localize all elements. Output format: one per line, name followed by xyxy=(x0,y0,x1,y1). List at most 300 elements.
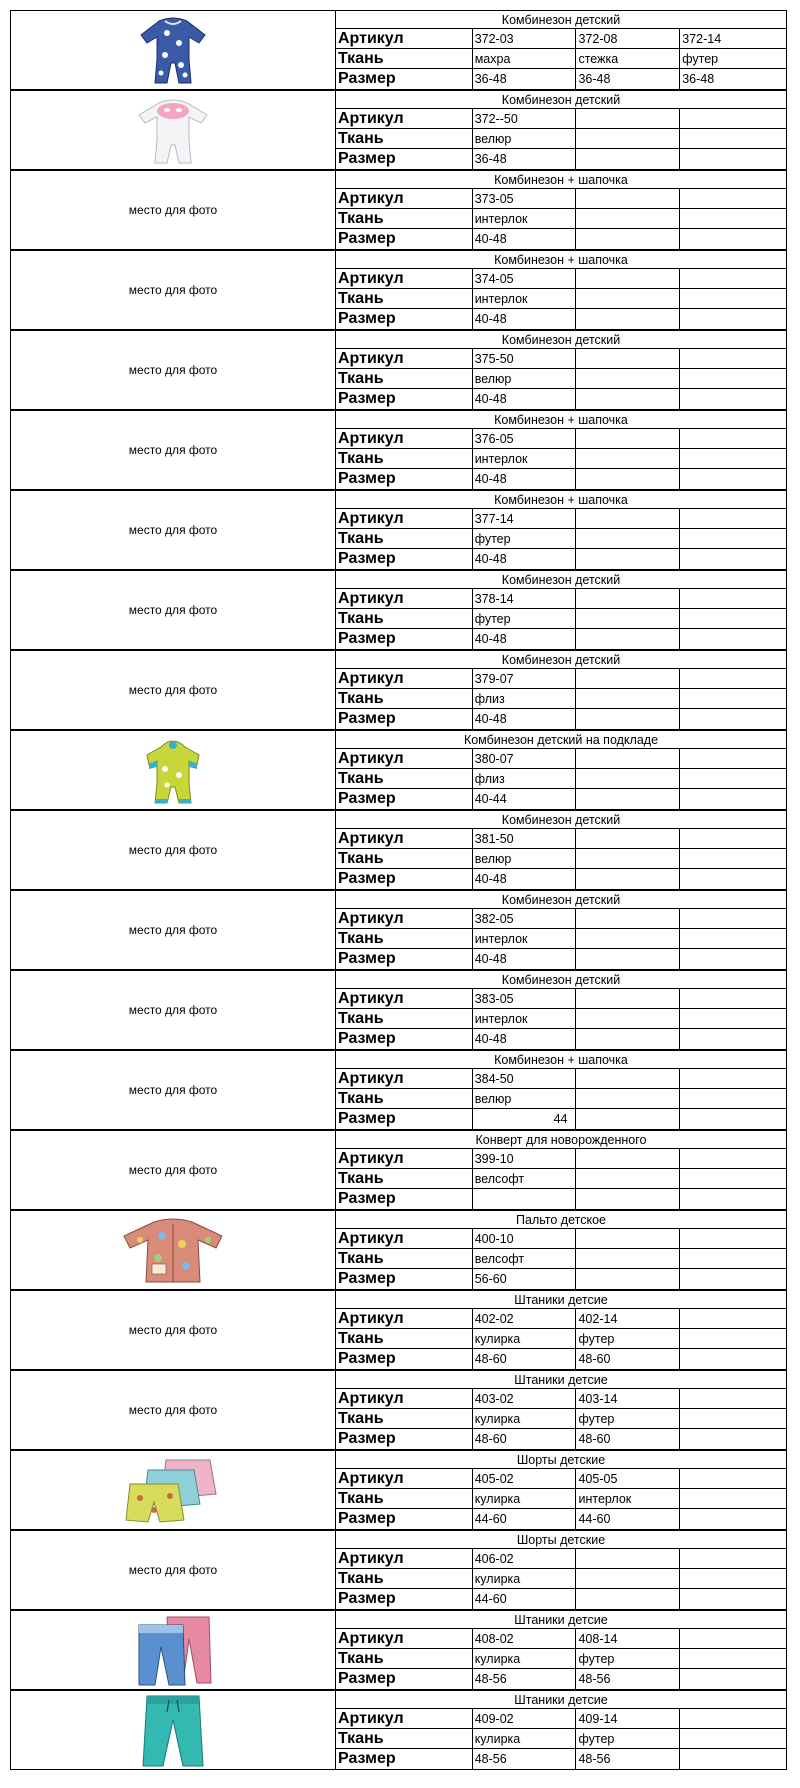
fabric-row xyxy=(336,369,786,389)
size-row xyxy=(336,1509,786,1529)
product-title: Комбинезон детский xyxy=(336,331,786,349)
product-photo xyxy=(10,1530,336,1610)
article-value: 402-14 xyxy=(576,1309,680,1328)
size-value xyxy=(576,389,680,409)
fabric-value: футер xyxy=(576,1649,680,1668)
fabric-value: махра xyxy=(473,49,577,68)
size-value: 48-56 xyxy=(473,1749,577,1769)
product-info xyxy=(336,650,787,730)
fabric-value: велюр xyxy=(473,1089,577,1108)
product-info xyxy=(336,1610,787,1690)
article-value xyxy=(576,1069,680,1088)
photo-placeholder: место для фото xyxy=(128,923,218,937)
size-label: Размер xyxy=(336,949,473,969)
fabric-value: футер xyxy=(473,529,577,548)
size-row xyxy=(336,709,786,729)
fabric-value: интерлок xyxy=(576,1489,680,1508)
size-label: Размер xyxy=(336,1349,473,1369)
fabric-label: Ткань xyxy=(336,1409,473,1428)
size-value xyxy=(576,789,680,809)
photo-placeholder: место для фото xyxy=(128,603,218,617)
article-value: 376-05 xyxy=(473,429,577,448)
product-photo xyxy=(10,1370,336,1450)
fabric-row xyxy=(336,289,786,309)
fabric-label: Ткань xyxy=(336,289,473,308)
size-row xyxy=(336,869,786,889)
product-title: Комбинезон детский xyxy=(336,571,786,589)
size-row xyxy=(336,1749,786,1769)
product-photo xyxy=(10,810,336,890)
product-info xyxy=(336,1530,787,1610)
size-value xyxy=(680,869,786,889)
article-value xyxy=(680,269,786,288)
product-block xyxy=(10,890,787,970)
product-title: Комбинезон + шапочка xyxy=(336,1051,786,1069)
size-row xyxy=(336,1029,786,1049)
size-value: 40-48 xyxy=(473,629,577,649)
fabric-value xyxy=(576,369,680,388)
product-info xyxy=(336,330,787,410)
fabric-label: Ткань xyxy=(336,849,473,868)
fabric-value: кулирка xyxy=(473,1649,577,1668)
article-label: Артикул xyxy=(336,989,473,1008)
product-info xyxy=(336,970,787,1050)
fabric-label: Ткань xyxy=(336,1089,473,1108)
product-block xyxy=(10,570,787,650)
product-block xyxy=(10,1130,787,1210)
product-title: Штаники детсие xyxy=(336,1691,786,1709)
size-value xyxy=(680,1269,786,1289)
article-value: 373-05 xyxy=(473,189,577,208)
article-value: 405-05 xyxy=(576,1469,680,1488)
article-value xyxy=(680,1389,786,1408)
fabric-row xyxy=(336,1569,786,1589)
fabric-row xyxy=(336,449,786,469)
size-value: 48-56 xyxy=(576,1669,680,1689)
fabric-value: кулирка xyxy=(473,1329,577,1348)
fabric-label: Ткань xyxy=(336,929,473,948)
size-row xyxy=(336,1269,786,1289)
fabric-value xyxy=(576,849,680,868)
romper-white-pink-icon xyxy=(133,93,213,167)
size-row xyxy=(336,1349,786,1369)
fabric-value xyxy=(576,289,680,308)
size-label: Размер xyxy=(336,1029,473,1049)
article-value xyxy=(680,1629,786,1648)
article-label: Артикул xyxy=(336,1389,473,1408)
article-value: 403-14 xyxy=(576,1389,680,1408)
photo-placeholder: место для фото xyxy=(128,203,218,217)
product-block xyxy=(10,10,787,90)
product-title: Комбинезон + шапочка xyxy=(336,491,786,509)
product-photo xyxy=(10,330,336,410)
size-row xyxy=(336,229,786,249)
fabric-value xyxy=(576,1089,680,1108)
size-row xyxy=(336,1189,786,1209)
product-title: Штаники детсие xyxy=(336,1371,786,1389)
product-photo xyxy=(10,170,336,250)
fabric-value xyxy=(680,609,786,628)
article-value: 372--50 xyxy=(473,109,577,128)
size-label: Размер xyxy=(336,1669,473,1689)
product-info xyxy=(336,170,787,250)
product-info xyxy=(336,1690,787,1770)
fabric-label: Ткань xyxy=(336,49,473,68)
article-value xyxy=(680,509,786,528)
size-row xyxy=(336,389,786,409)
article-value: 382-05 xyxy=(473,909,577,928)
fabric-value xyxy=(576,929,680,948)
size-value xyxy=(576,309,680,329)
product-info xyxy=(336,90,787,170)
fabric-value: велсофт xyxy=(473,1249,577,1268)
fabric-row xyxy=(336,609,786,629)
fabric-row xyxy=(336,1489,786,1509)
fabric-value: футер xyxy=(473,609,577,628)
size-value xyxy=(576,1269,680,1289)
size-row xyxy=(336,629,786,649)
article-row xyxy=(336,1629,786,1649)
size-value: 44-60 xyxy=(473,1509,577,1529)
fabric-value xyxy=(680,1649,786,1668)
product-title: Комбинезон + шапочка xyxy=(336,171,786,189)
fabric-value: интерлок xyxy=(473,209,577,228)
article-row xyxy=(336,1389,786,1409)
article-value: 408-14 xyxy=(576,1629,680,1648)
pants-blue-pink-icon xyxy=(125,1613,221,1687)
fabric-row xyxy=(336,529,786,549)
article-label: Артикул xyxy=(336,909,473,928)
size-row xyxy=(336,1669,786,1689)
article-row xyxy=(336,1069,786,1089)
romper-blue-icon xyxy=(133,13,213,87)
article-value xyxy=(680,429,786,448)
product-photo xyxy=(10,570,336,650)
product-photo xyxy=(10,1130,336,1210)
article-value xyxy=(576,269,680,288)
size-label: Размер xyxy=(336,389,473,409)
photo-placeholder: место для фото xyxy=(128,1163,218,1177)
product-block xyxy=(10,650,787,730)
photo-placeholder: место для фото xyxy=(128,363,218,377)
size-value xyxy=(576,629,680,649)
product-info xyxy=(336,10,787,90)
article-value xyxy=(680,749,786,768)
article-value xyxy=(680,1309,786,1328)
size-label: Размер xyxy=(336,1429,473,1449)
fabric-value: велсофт xyxy=(473,1169,577,1188)
article-label: Артикул xyxy=(336,1629,473,1648)
fabric-value xyxy=(680,1489,786,1508)
product-block xyxy=(10,90,787,170)
size-value: 40-48 xyxy=(473,869,577,889)
fabric-value xyxy=(680,1569,786,1588)
product-info xyxy=(336,1450,787,1530)
article-row xyxy=(336,749,786,769)
article-label: Артикул xyxy=(336,109,473,128)
fabric-row xyxy=(336,929,786,949)
article-value xyxy=(680,589,786,608)
product-block xyxy=(10,970,787,1050)
article-value xyxy=(680,989,786,1008)
article-value xyxy=(576,1149,680,1168)
fabric-value xyxy=(576,1169,680,1188)
fabric-label: Ткань xyxy=(336,1729,473,1748)
fabric-value: футер xyxy=(576,1729,680,1748)
photo-placeholder: место для фото xyxy=(128,1563,218,1577)
fabric-row xyxy=(336,209,786,229)
product-photo xyxy=(10,970,336,1050)
size-label: Размер xyxy=(336,469,473,489)
article-value: 405-02 xyxy=(473,1469,577,1488)
product-title: Комбинезон детский xyxy=(336,891,786,909)
size-value xyxy=(680,1429,786,1449)
product-info xyxy=(336,1130,787,1210)
product-info xyxy=(336,490,787,570)
fabric-label: Ткань xyxy=(336,1569,473,1588)
article-row xyxy=(336,109,786,129)
article-row xyxy=(336,509,786,529)
product-photo xyxy=(10,1210,336,1290)
fabric-value: велюр xyxy=(473,129,577,148)
article-value: 403-02 xyxy=(473,1389,577,1408)
fabric-value xyxy=(576,609,680,628)
size-value: 36-48 xyxy=(473,69,577,89)
fabric-value: флиз xyxy=(473,769,577,788)
size-value xyxy=(680,469,786,489)
fabric-row xyxy=(336,849,786,869)
article-label: Артикул xyxy=(336,189,473,208)
size-value xyxy=(576,549,680,569)
article-label: Артикул xyxy=(336,829,473,848)
article-label: Артикул xyxy=(336,1549,473,1568)
size-value xyxy=(576,1029,680,1049)
fabric-value: велюр xyxy=(473,849,577,868)
fabric-label: Ткань xyxy=(336,129,473,148)
product-info xyxy=(336,410,787,490)
size-label: Размер xyxy=(336,869,473,889)
article-value xyxy=(680,829,786,848)
article-value xyxy=(576,509,680,528)
fabric-value xyxy=(680,289,786,308)
product-block xyxy=(10,490,787,570)
product-block xyxy=(10,1210,787,1290)
photo-placeholder: место для фото xyxy=(128,1323,218,1337)
size-value xyxy=(680,1509,786,1529)
size-label: Размер xyxy=(336,1189,473,1209)
size-value: 56-60 xyxy=(473,1269,577,1289)
size-value: 40-48 xyxy=(473,469,577,489)
article-value xyxy=(680,1549,786,1568)
article-label: Артикул xyxy=(336,1709,473,1728)
size-row xyxy=(336,549,786,569)
size-value xyxy=(680,1349,786,1369)
fabric-value xyxy=(680,1089,786,1108)
article-label: Артикул xyxy=(336,29,473,48)
fabric-value xyxy=(576,1009,680,1028)
article-value xyxy=(680,1149,786,1168)
product-block xyxy=(10,810,787,890)
size-value xyxy=(680,1189,786,1209)
product-info xyxy=(336,890,787,970)
size-value: 48-56 xyxy=(576,1749,680,1769)
size-label: Размер xyxy=(336,1109,473,1129)
product-title: Шорты детские xyxy=(336,1451,786,1469)
fabric-value xyxy=(576,529,680,548)
photo-placeholder: место для фото xyxy=(128,443,218,457)
size-value xyxy=(576,869,680,889)
size-value: 48-56 xyxy=(473,1669,577,1689)
product-block xyxy=(10,1050,787,1130)
product-photo xyxy=(10,890,336,970)
product-title: Пальто детское xyxy=(336,1211,786,1229)
size-value xyxy=(680,789,786,809)
fabric-label: Ткань xyxy=(336,209,473,228)
article-row xyxy=(336,589,786,609)
fabric-value xyxy=(576,129,680,148)
product-info xyxy=(336,1290,787,1370)
article-value xyxy=(680,1469,786,1488)
product-photo xyxy=(10,410,336,490)
product-block xyxy=(10,410,787,490)
article-label: Артикул xyxy=(336,1309,473,1328)
product-photo xyxy=(10,1690,336,1770)
photo-placeholder: место для фото xyxy=(128,843,218,857)
photo-placeholder: место для фото xyxy=(128,1083,218,1097)
article-row xyxy=(336,1149,786,1169)
article-row xyxy=(336,829,786,849)
size-row xyxy=(336,1429,786,1449)
article-value: 400-10 xyxy=(473,1229,577,1248)
size-value: 40-48 xyxy=(473,709,577,729)
size-label: Размер xyxy=(336,629,473,649)
fabric-value xyxy=(680,1249,786,1268)
size-value: 44-60 xyxy=(576,1509,680,1529)
fabric-label: Ткань xyxy=(336,529,473,548)
fabric-value xyxy=(680,1409,786,1428)
product-block xyxy=(10,1370,787,1450)
product-info xyxy=(336,1050,787,1130)
size-row xyxy=(336,949,786,969)
size-label: Размер xyxy=(336,149,473,169)
size-value: 36-48 xyxy=(473,149,577,169)
size-value xyxy=(680,1669,786,1689)
size-value: 40-48 xyxy=(473,229,577,249)
size-row xyxy=(336,1109,786,1129)
fabric-value xyxy=(680,449,786,468)
size-value: 44 xyxy=(473,1109,577,1129)
size-value: 48-60 xyxy=(473,1349,577,1369)
product-info xyxy=(336,810,787,890)
article-value: 383-05 xyxy=(473,989,577,1008)
product-title: Конверт для новорожденного xyxy=(336,1131,786,1149)
article-label: Артикул xyxy=(336,1149,473,1168)
fabric-value xyxy=(576,769,680,788)
article-value: 409-14 xyxy=(576,1709,680,1728)
fabric-value xyxy=(576,209,680,228)
fabric-label: Ткань xyxy=(336,1489,473,1508)
article-value xyxy=(576,1229,680,1248)
product-title: Комбинезон детский xyxy=(336,11,786,29)
article-value xyxy=(576,589,680,608)
size-value xyxy=(576,1189,680,1209)
size-value xyxy=(576,1589,680,1609)
size-value xyxy=(680,1109,786,1129)
article-row xyxy=(336,669,786,689)
fabric-value xyxy=(680,129,786,148)
article-row xyxy=(336,909,786,929)
fabric-row xyxy=(336,1729,786,1749)
product-info xyxy=(336,1210,787,1290)
fabric-value: футер xyxy=(682,52,719,66)
fabric-row xyxy=(336,1409,786,1429)
article-value xyxy=(576,429,680,448)
size-value xyxy=(576,229,680,249)
size-value xyxy=(680,389,786,409)
fabric-value: интерлок xyxy=(473,449,577,468)
fabric-value: флиз xyxy=(473,689,577,708)
fabric-label: Ткань xyxy=(336,1249,473,1268)
article-label: Артикул xyxy=(336,349,473,368)
article-value: 375-50 xyxy=(473,349,577,368)
fabric-row xyxy=(336,49,786,69)
size-value: 40-48 xyxy=(473,949,577,969)
article-value xyxy=(680,1709,786,1728)
product-title: Комбинезон + шапочка xyxy=(336,411,786,429)
product-title: Комбинезон детский xyxy=(336,651,786,669)
product-title: Комбинезон детский на подкладе xyxy=(336,731,786,749)
article-row xyxy=(336,1549,786,1569)
product-photo xyxy=(10,90,336,170)
article-value: 381-50 xyxy=(473,829,577,848)
article-label: Артикул xyxy=(336,669,473,688)
fabric-value xyxy=(680,209,786,228)
fabric-value: футер xyxy=(576,1409,680,1428)
product-photo xyxy=(10,1610,336,1690)
coat-icon xyxy=(118,1214,228,1286)
fabric-value xyxy=(680,689,786,708)
product-block xyxy=(10,1530,787,1610)
article-value: 409-02 xyxy=(473,1709,577,1728)
fabric-value xyxy=(680,1729,786,1748)
product-info xyxy=(336,570,787,650)
article-value: 379-07 xyxy=(473,669,577,688)
size-value: 48-60 xyxy=(576,1349,680,1369)
product-block xyxy=(10,1690,787,1770)
size-value: 36-48 xyxy=(576,69,680,89)
fabric-label: Ткань xyxy=(336,1169,473,1188)
fabric-row xyxy=(336,1649,786,1669)
article-value: 399-10 xyxy=(473,1149,577,1168)
size-label: Размер xyxy=(336,1509,473,1529)
size-value xyxy=(680,1029,786,1049)
fabric-value: велюр xyxy=(473,369,577,388)
size-value: 48-60 xyxy=(576,1429,680,1449)
article-row xyxy=(336,349,786,369)
product-photo xyxy=(10,250,336,330)
shorts-icon xyxy=(118,1454,228,1526)
fabric-label: Ткань xyxy=(336,689,473,708)
article-value xyxy=(576,189,680,208)
size-value xyxy=(680,949,786,969)
size-value: 40-48 xyxy=(473,549,577,569)
fabric-value xyxy=(680,529,786,548)
article-value xyxy=(680,1229,786,1248)
size-value xyxy=(680,1749,786,1769)
fabric-value: кулирка xyxy=(473,1569,577,1588)
article-label: Артикул xyxy=(336,509,473,528)
product-photo xyxy=(10,10,336,90)
